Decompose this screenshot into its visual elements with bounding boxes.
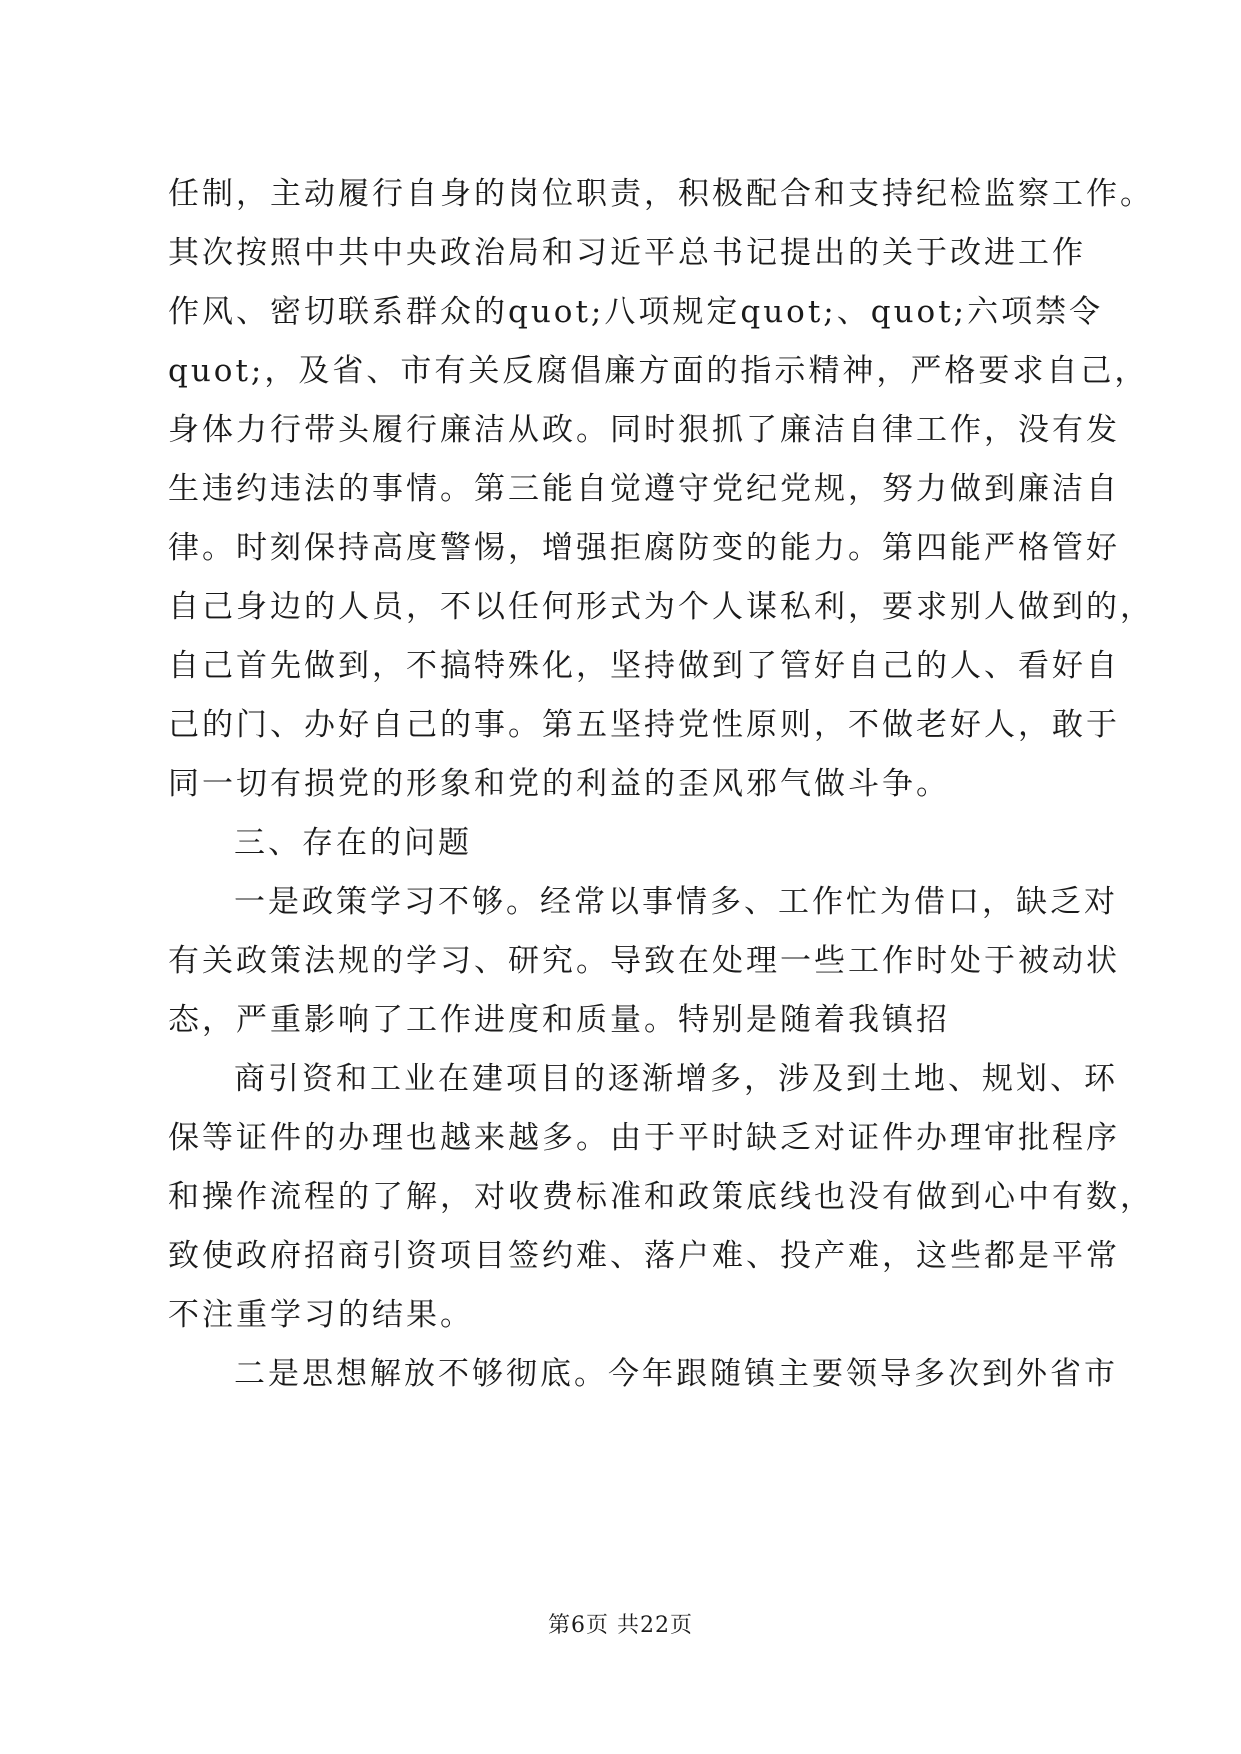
body-line: 保等证件的办理也越来越多。由于平时缺乏对证件办理审批程序 <box>168 1120 1120 1156</box>
body-line: 和操作流程的了解，对收费标准和政策底线也没有做到心中有数， <box>168 1179 1154 1215</box>
body-line: 商引资和工业在建项目的逐渐增多，涉及到土地、规划、环 <box>234 1061 1118 1097</box>
body-line: 作风、密切联系群众的quot;八项规定quot;、quot;六项禁令 <box>168 294 1104 330</box>
body-line: 己的门、办好自己的事。第五坚持党性原则，不做老好人，敢于 <box>168 707 1120 743</box>
body-line: 自己身边的人员，不以任何形式为个人谋私利，要求别人做到的， <box>168 589 1154 625</box>
body-line: 同一切有损党的形象和党的利益的歪风邪气做斗争。 <box>168 766 950 802</box>
body-line: 态，严重影响了工作进度和质量。特别是随着我镇招 <box>168 1002 950 1038</box>
body-line: 有关政策法规的学习、研究。导致在处理一些工作时处于被动状 <box>168 943 1120 979</box>
body-line: 律。时刻保持高度警惕，增强拒腐防变的能力。第四能严格管好 <box>168 530 1120 566</box>
document-body <box>168 165 1154 1404</box>
body-line: 其次按照中共中央政治局和习近平总书记提出的关于改进工作 <box>168 235 1086 271</box>
body-line: 一是政策学习不够。经常以事情多、工作忙为借口，缺乏对 <box>234 884 1118 920</box>
body-line: 任制，主动履行自身的岗位职责，积极配合和支持纪检监察工作。 <box>168 176 1154 212</box>
body-line: 致使政府招商引资项目签约难、落户难、投产难，这些都是平常 <box>168 1238 1120 1274</box>
body-line: quot;，及省、市有关反腐倡廉方面的指示精神，严格要求自己， <box>168 353 1149 389</box>
page-number-footer: 第6页 共22页 <box>548 1613 693 1638</box>
body-line: 不注重学习的结果。 <box>168 1297 474 1333</box>
section-heading: 三、存在的问题 <box>234 825 472 861</box>
body-line: 自己首先做到，不搞特殊化，坚持做到了管好自己的人、看好自 <box>168 648 1120 684</box>
body-line: 生违约违法的事情。第三能自觉遵守党纪党规，努力做到廉洁自 <box>168 471 1120 507</box>
body-line: 二是思想解放不够彻底。今年跟随镇主要领导多次到外省市 <box>234 1356 1118 1392</box>
body-line: 身体力行带头履行廉洁从政。同时狠抓了廉洁自律工作，没有发 <box>168 412 1120 448</box>
